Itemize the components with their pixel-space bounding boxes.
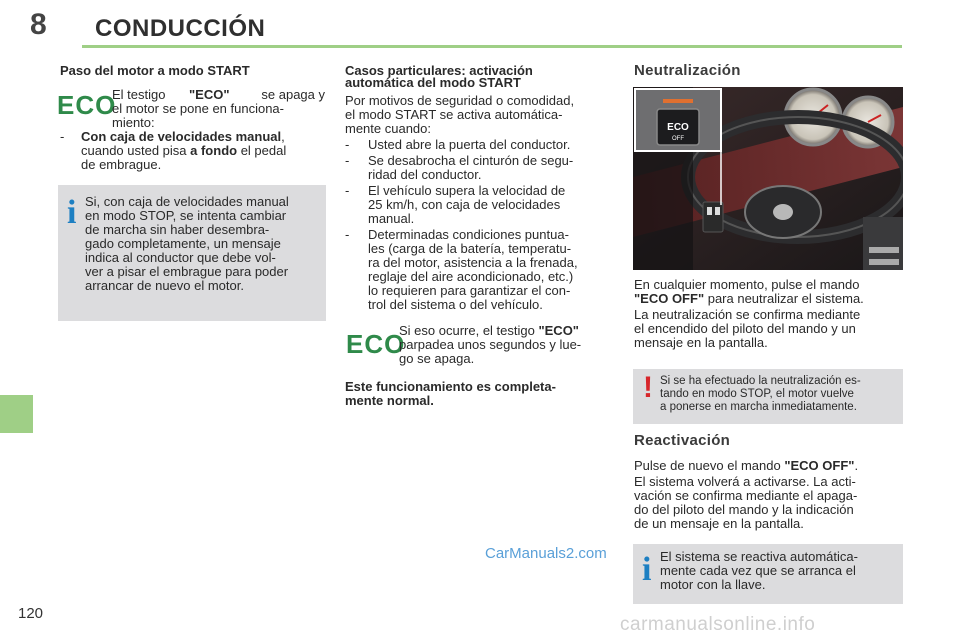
col2-intro-line1: Por motivos de seguridad o comodidad, bbox=[345, 93, 575, 108]
eco-icon-2: ECO bbox=[346, 329, 406, 359]
col3-info-line1: El sistema se reactiva automática- bbox=[660, 549, 858, 564]
chapter-title: CONDUCCIÓN bbox=[95, 15, 266, 42]
col1-info-line7: arrancar de nuevo el motor. bbox=[85, 278, 244, 293]
eco-icon: ECO bbox=[57, 90, 117, 120]
col1-info-line1: Si, con caja de velocidades manual bbox=[85, 194, 289, 209]
col3-info-box bbox=[633, 544, 903, 604]
col1-dash-line3: de embrague. bbox=[81, 157, 162, 172]
col2-item2-dash: - bbox=[345, 153, 350, 168]
neutral-line2 bbox=[634, 292, 903, 306]
neutral2-line3: mensaje en la pantalla. bbox=[634, 335, 768, 350]
dashboard-photo bbox=[633, 87, 903, 270]
info-icon-2: i bbox=[642, 551, 652, 588]
col1-eco-line3: miento: bbox=[112, 115, 155, 130]
col2-item2-line2: ridad del conductor. bbox=[368, 167, 482, 182]
react-line1-bold: "ECO OFF" bbox=[784, 458, 855, 473]
react-title: Reactivación bbox=[634, 432, 731, 449]
col2-eco-line2: parpadea unos segundos y lue- bbox=[399, 337, 582, 352]
react-line1 bbox=[634, 459, 903, 473]
col2-item2-line1: Se desabrocha el cinturón de segu- bbox=[368, 153, 574, 168]
col2-item4-line5: lo requieren para garantizar el con- bbox=[368, 283, 571, 298]
col2-eco-bold: "ECO" bbox=[538, 323, 579, 338]
col1-dash-rest1: , bbox=[281, 129, 285, 144]
col2-item3-line1: El vehículo supera la velocidad de bbox=[368, 183, 566, 198]
warning-line3: a ponerse en marcha inmediatamente. bbox=[660, 401, 857, 413]
col1-dash: - bbox=[60, 129, 65, 144]
col1-heading: Paso del motor a modo START bbox=[60, 63, 250, 78]
col2-eco-pre: Si eso ocurre, el testigo bbox=[399, 323, 539, 338]
col1-info-line3: de marcha sin haber desembra- bbox=[85, 222, 270, 237]
warning-box bbox=[633, 369, 903, 424]
col1-dash-line2b: el pedal bbox=[237, 143, 287, 158]
col1-dash-line1 bbox=[81, 130, 325, 144]
react-line1-pre: Pulse de nuevo el mando bbox=[634, 458, 785, 473]
col2-intro-line2: el modo START se activa automática- bbox=[345, 107, 563, 122]
col2-item3-dash: - bbox=[345, 183, 350, 198]
col2-intro-line3: mente cuando: bbox=[345, 121, 432, 136]
col1-info-box bbox=[58, 185, 326, 321]
col2-eco-line1 bbox=[399, 324, 615, 338]
carmanuals-watermark[interactable]: CarManuals2.com bbox=[485, 545, 607, 562]
neutral-line1: En cualquier momento, pulse el mando bbox=[634, 277, 860, 292]
col2-heading-line1: Casos particulares: activación bbox=[345, 63, 533, 78]
col1-eco-text-c: se apaga y bbox=[261, 87, 325, 102]
col2-closing-line1: Este funcionamiento es completa- bbox=[345, 379, 556, 394]
neutral2-line2: el encendido del piloto del mando y un bbox=[634, 321, 856, 336]
col2-item4-line1: Determinadas condiciones puntua- bbox=[368, 227, 569, 242]
neutral-line2-bold: "ECO OFF" bbox=[634, 291, 705, 306]
col2-item4-line4: reglaje del aire acondicionado, etc.) bbox=[368, 269, 574, 284]
neutral2-line1: La neutralización se confirma mediante bbox=[634, 307, 861, 322]
react-line4: do del piloto del mando y la indicación bbox=[634, 502, 854, 517]
warning-line2: tando en modo STOP, el motor vuelve bbox=[660, 388, 854, 400]
eco-off-button-label: ECO bbox=[667, 122, 689, 133]
chapter-number: 8 bbox=[30, 8, 47, 41]
col2-closing-line2: mente normal. bbox=[345, 393, 434, 408]
col1-eco-text-b: "ECO" bbox=[189, 87, 230, 102]
col2-item1-line1: Usted abre la puerta del conductor. bbox=[368, 137, 571, 152]
col2-item4-line2: les (carga de la batería, temperatu- bbox=[368, 241, 572, 256]
col2-heading-line2: automática del modo START bbox=[345, 75, 521, 90]
col1-dash-bold1: Con caja de velocidades manual bbox=[81, 129, 282, 144]
react-line3: vación se confirma mediante el apaga- bbox=[634, 488, 858, 503]
col1-dash-line2a: cuando usted pisa bbox=[81, 143, 191, 158]
col3-info-line3: motor con la llave. bbox=[660, 577, 766, 592]
chapter-side-tab bbox=[0, 395, 33, 433]
col1-eco-line2: el motor se pone en funciona- bbox=[112, 101, 284, 116]
col1-info-line2: en modo STOP, se intenta cambiar bbox=[85, 208, 287, 223]
eco-off-button-sublabel: OFF bbox=[672, 136, 684, 142]
neutral-line2-post: para neutralizar el sistema. bbox=[704, 291, 864, 306]
col2-item4-line6: trol del sistema o del vehículo. bbox=[368, 297, 543, 312]
col2-item4-line3: ra del motor, asistencia a la frenada, bbox=[368, 255, 578, 270]
col1-eco-line1 bbox=[112, 88, 325, 102]
col2-item3-line2: 25 km/h, con caja de velocidades bbox=[368, 197, 561, 212]
neutral-title: Neutralización bbox=[634, 62, 741, 79]
col2-eco-line3: go se apaga. bbox=[399, 351, 475, 366]
col1-info-line5: indica al conductor que debe vol- bbox=[85, 250, 276, 265]
col1-info-line6: ver a pisar el embrague para poder bbox=[85, 264, 289, 279]
info-icon: i bbox=[67, 194, 77, 231]
warning-line1: Si se ha efectuado la neutralización es- bbox=[660, 375, 861, 387]
col1-dash-bold2: a fondo bbox=[190, 143, 238, 158]
header-rule bbox=[82, 45, 902, 48]
footer-watermark: carmanualsonline.info bbox=[620, 614, 816, 635]
col2-item4-dash: - bbox=[345, 227, 350, 242]
col1-info-line4: gado completamente, un mensaje bbox=[85, 236, 281, 251]
col1-eco-text-a: El testigo bbox=[112, 87, 166, 102]
col1-dash-line2 bbox=[81, 144, 325, 158]
col3-info-line2: mente cada vez que se arranca el bbox=[660, 563, 856, 578]
react-line1-post: . bbox=[854, 458, 859, 473]
col2-item3-line3: manual. bbox=[368, 211, 415, 226]
react-line5: de un mensaje en la pantalla. bbox=[634, 516, 804, 531]
page-number: 120 bbox=[18, 605, 44, 622]
warning-icon: ! bbox=[643, 371, 653, 404]
react-line2: El sistema volverá a activarse. La acti- bbox=[634, 474, 856, 489]
col2-item1-dash: - bbox=[345, 137, 350, 152]
